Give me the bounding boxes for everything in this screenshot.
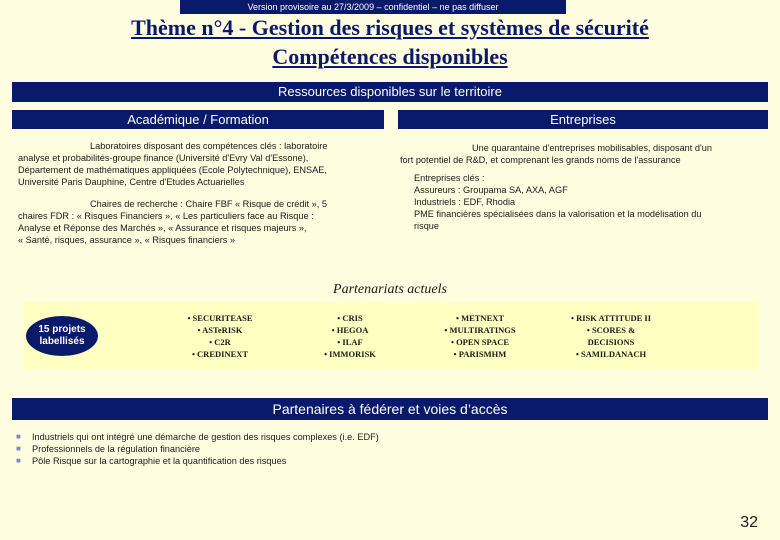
partner-item: • RISK ATTITUDE II: [570, 313, 652, 323]
partnerships-title: Partenariats actuels: [333, 282, 447, 297]
square-bullet-icon: ■: [16, 456, 21, 465]
companies-key-text: [414, 172, 770, 232]
partner-item: • ASTeRISK: [197, 325, 243, 335]
page-number: 32: [740, 514, 758, 531]
page-title: Thème n°4 - Gestion des risques et systèmes de sécurité: [131, 15, 649, 40]
partner-item: • HEGOA: [331, 325, 369, 335]
list-item: ■ Professionnels de la régulation financière: [16, 444, 201, 454]
text-line: chaires FDR : « Risques Financiers », « Les particuliers face au Risque :: [18, 211, 314, 221]
partner-item: DECISIONS: [587, 337, 635, 347]
academic-chairs-text: [18, 198, 390, 246]
partner-item: • IMMORISK: [324, 349, 376, 359]
text-line: Université Paris Dauphine, Centre d'Etudes Actuarielles: [18, 177, 245, 187]
partners-federate-header-text: Partenaires à fédérer et voies d’accès: [272, 401, 508, 417]
partners-col-3: [410, 312, 550, 360]
text-line: fort potentiel de R&D, et comprenant les grands noms de l'assurance: [400, 155, 681, 165]
text-line: Chaires de recherche : Chaire FBF « Risque de crédit », 5: [90, 199, 327, 209]
partners-col-2: [290, 312, 410, 360]
partner-item: • MULTIRATINGS: [444, 325, 516, 335]
partner-item: • SCORES &: [586, 325, 636, 335]
partner-item: • SECURITEASE: [187, 313, 253, 323]
partner-item: • PARISMHM: [453, 349, 507, 359]
page-subtitle: Compétences disponibles: [272, 44, 508, 69]
companies-header: Entreprises: [398, 110, 768, 129]
companies-intro-text: [400, 142, 772, 166]
text-line: Analyse et Réponse des Marchés », « Assurance et risques majeurs »,: [18, 223, 307, 233]
partner-item: • CREDINEXT: [191, 349, 249, 359]
badge-line: labellisés: [39, 336, 85, 347]
badge-line: 15 projets: [38, 324, 86, 335]
text-line: Industriels : EDF, Rhodia: [414, 197, 516, 207]
list-item: ■ Industriels qui ont intégré une démarche de gestion des risques complexes (i.e. EDF): [16, 432, 379, 442]
academic-header: Académique / Formation: [12, 110, 384, 129]
list-item: ■ Pôle Risque sur la cartographie et la quantification des risques: [16, 456, 287, 466]
text-line: Laboratoires disposant des compétences clés : laboratoire: [90, 141, 328, 151]
square-bullet-icon: ■: [16, 444, 21, 453]
confidential-banner: Version provisoire au 27/3/2009 – confidentiel – ne pas diffuser: [180, 0, 566, 14]
partners-federate-list: [16, 431, 379, 467]
partners-federate-header: [12, 398, 768, 420]
partners-col-1: [160, 312, 280, 360]
text-line: Une quarantaine d'entreprises mobilisables, disposant d'un: [472, 143, 712, 153]
text-line: PME financières spécialisées dans la valorisation et la modélisation du: [414, 209, 702, 219]
partner-item: • SAMILDANACH: [575, 349, 647, 359]
projects-badge: [26, 316, 98, 356]
partner-item: • METNEXT: [455, 313, 505, 323]
partner-item: • OPEN SPACE: [450, 337, 510, 347]
partners-col-4: [546, 312, 676, 360]
text-line: Assureurs : Groupama SA, AXA, AGF: [414, 185, 568, 195]
academic-labs-text: [18, 140, 390, 188]
text-line: « Santé, risques, assurance », « Risques financiers »: [18, 235, 236, 245]
text-line: risque: [414, 221, 440, 231]
square-bullet-icon: ■: [16, 432, 21, 441]
partner-item: • ILAF: [337, 337, 363, 347]
partner-item: • CRIS: [337, 313, 363, 323]
resources-header: Ressources disponibles sur le territoire: [12, 82, 768, 102]
partner-item: • C2R: [209, 337, 231, 347]
text-line: analyse et probabilités-groupe finance (Université d'Evry Val d'Essone),: [18, 153, 309, 163]
text-line: Département de mathématiques appliquées (Ecole Polytechnique), ENSAE,: [18, 165, 327, 175]
text-line: Entreprises clés :: [414, 173, 485, 183]
